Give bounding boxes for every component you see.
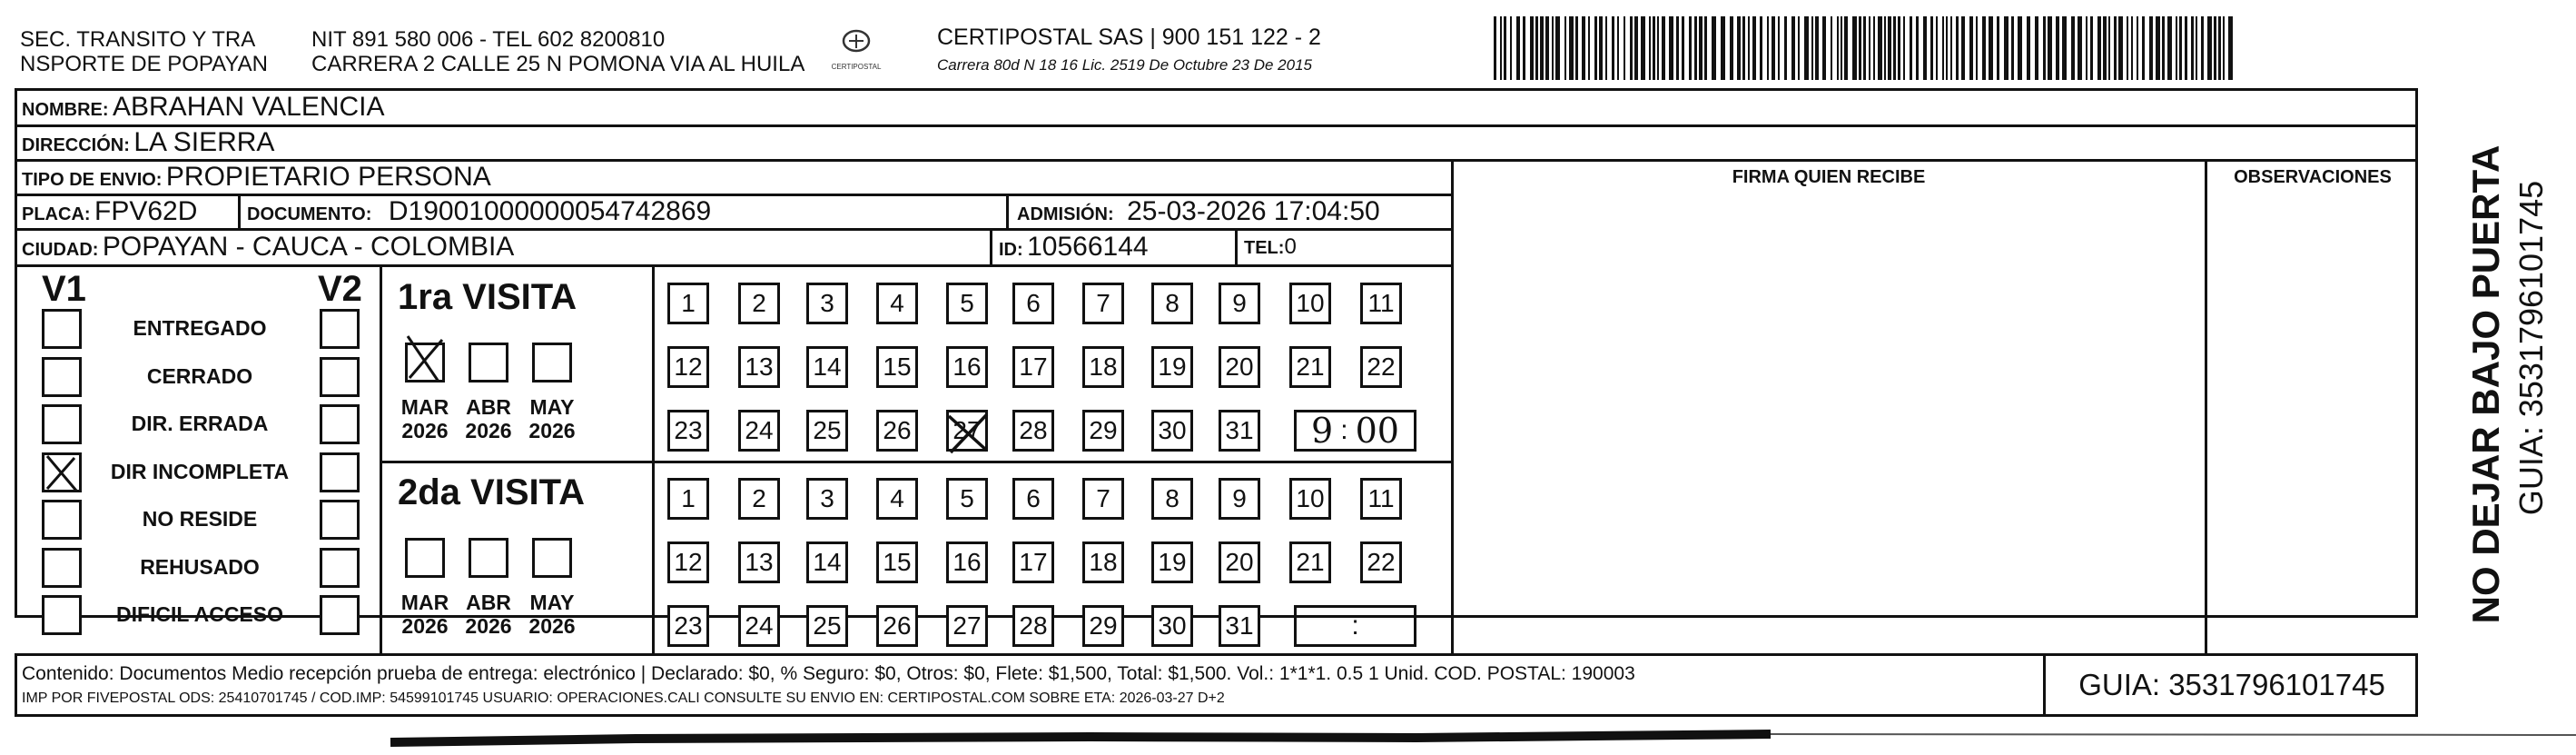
documento-value: D19001000000054742869: [388, 196, 712, 226]
first-visit-day-2[interactable]: 2: [738, 283, 780, 324]
ciudad-value: POPAYAN - CAUCA - COLOMBIA: [102, 232, 515, 262]
second-visit-day-15[interactable]: 15: [876, 541, 918, 583]
direccion-row: [22, 126, 274, 164]
certipostal-logo: [817, 25, 895, 76]
second-visit-day-21[interactable]: 21: [1289, 541, 1331, 583]
status-label-rehusado: REHUSADO: [140, 554, 260, 579]
status-label-dir-incompleta: DIR INCOMPLETA: [110, 459, 290, 483]
first-visit-day-1[interactable]: 1: [667, 283, 709, 324]
v2-checkbox-rehusado[interactable]: [320, 548, 360, 588]
first-visit-day-26[interactable]: 26: [876, 410, 918, 452]
side-guia-number: GUIA: 3531796101745: [2512, 180, 2550, 516]
first-visit-day-7[interactable]: 7: [1082, 283, 1124, 324]
v2-checkbox-dificil-acceso[interactable]: [320, 595, 360, 635]
v1-checkbox-dir-errada[interactable]: [42, 404, 82, 444]
month-name: MAR: [400, 591, 449, 614]
id-row: [999, 231, 1149, 268]
first-visit-day-12[interactable]: 12: [667, 346, 709, 388]
first-visit-day-14[interactable]: 14: [806, 346, 848, 388]
nombre-row: [22, 91, 385, 128]
first-visit-day-11[interactable]: 11: [1360, 283, 1402, 324]
first-visit-month-abr-checkbox[interactable]: [469, 343, 508, 382]
ciudad-label: CIUDAD:: [22, 240, 99, 260]
second-visit-day-3[interactable]: 3: [806, 478, 848, 520]
second-visit-day-16[interactable]: 16: [946, 541, 988, 583]
org-address: CARRERA 2 CALLE 25 N POMONA VIA AL HUILA: [311, 52, 805, 76]
visit-time-hour: 9: [1311, 411, 1334, 451]
tipo-envio-label: TIPO DE ENVIO:: [22, 170, 163, 190]
second-visit-day-25[interactable]: 25: [806, 605, 848, 647]
first-visit-day-24[interactable]: 24: [738, 410, 780, 452]
status-label-no-reside: NO RESIDE: [142, 507, 258, 531]
status-label-dificil-acceso: DIFICIL ACCESO: [115, 602, 283, 626]
first-visit-day-19[interactable]: 19: [1151, 346, 1193, 388]
tel-label: TEL:: [1244, 238, 1285, 258]
nombre-value: ABRAHAN VALENCIA: [113, 92, 385, 122]
second-visit-month-may-checkbox[interactable]: [532, 538, 572, 578]
first-visit-day-21[interactable]: 21: [1289, 346, 1331, 388]
status-label-cerrado: CERRADO: [146, 363, 253, 388]
month-name: MAY: [529, 591, 575, 614]
first-visit-day-31[interactable]: 31: [1219, 410, 1260, 452]
content-description: Contenido: Documentos Medio recepción prueba de entrega: electrónico | Declarado: $0, % Seguro: $0, Otros: $0, Flete: $1,500, Total: $1,500. Vol.: 1*1*1. 0.5 1 Unid. COD. POSTAL: 190003: [22, 663, 1635, 684]
placa-value: FPV62D: [94, 196, 198, 226]
second-visit-day-14[interactable]: 14: [806, 541, 848, 583]
v2-checkbox-cerrado[interactable]: [320, 357, 360, 397]
id-label: ID:: [999, 240, 1023, 260]
v2-checkbox-dir-errada[interactable]: [320, 404, 360, 444]
first-visit-month-may-checkbox[interactable]: [532, 343, 572, 382]
v1-checkbox-dificil-acceso[interactable]: [42, 595, 82, 635]
placa-row: [22, 195, 197, 233]
second-visit-day-31[interactable]: 31: [1219, 605, 1260, 647]
v1-checkbox-rehusado[interactable]: [42, 548, 82, 588]
nombre-label: NOMBRE:: [22, 100, 109, 120]
status-label-dir-errada: DIR. ERRADA: [131, 412, 269, 435]
tel-value: 0: [1284, 234, 1297, 259]
admision-value: 25-03-2026 17:04:50: [1127, 196, 1380, 226]
org-name-line2: NSPORTE DE POPAYAN: [20, 52, 268, 76]
admision-row: [1017, 195, 1380, 233]
second-visit-time-box[interactable]: [1294, 605, 1416, 647]
second-visit-day-2[interactable]: 2: [738, 478, 780, 520]
scan-bottom-edge: [0, 724, 2576, 750]
first-visit-day-4[interactable]: 4: [876, 283, 918, 324]
org-name-line1: SEC. TRANSITO Y TRA: [20, 27, 256, 52]
first-visit-month-label-may: [520, 395, 584, 442]
company-address: Carrera 80d N 18 16 Lic. 2519 De Octubre 23 De 2015: [937, 56, 1312, 74]
second-visit-month-mar-checkbox[interactable]: [405, 538, 445, 578]
second-visit-day-20[interactable]: 20: [1219, 541, 1260, 583]
direccion-value: LA SIERRA: [133, 127, 275, 157]
first-visit-day-25[interactable]: 25: [806, 410, 848, 452]
nit-phone: NIT 891 580 006 - TEL 602 8200810: [311, 27, 666, 52]
v2-checkbox-entregado[interactable]: [320, 309, 360, 349]
v2-label: V2: [318, 269, 362, 309]
first-visit-day-29[interactable]: 29: [1082, 410, 1124, 452]
visit-time-separator: :: [1351, 611, 1359, 641]
placa-label: PLACA:: [22, 204, 91, 224]
first-visit-day-30[interactable]: 30: [1151, 410, 1193, 452]
first-visit-day-18[interactable]: 18: [1082, 346, 1124, 388]
ciudad-row: [22, 231, 514, 268]
second-visit-day-17[interactable]: 17: [1012, 541, 1054, 583]
v1-label: V1: [42, 269, 86, 309]
v2-checkbox-no-reside[interactable]: [320, 500, 360, 540]
first-visit-day-22[interactable]: 22: [1360, 346, 1402, 388]
print-info: IMP POR FIVEPOSTAL ODS: 25410701745 / COD.IMP: 54599101745 USUARIO: OPERACIONES.CALI CONSULTE SU ENVIO EN: CERTIPOSTAL.COM SOBRE ETA: 2026-03-27 D+2: [22, 690, 1225, 706]
second-visit-day-9[interactable]: 9: [1219, 478, 1260, 520]
month-year: 2026: [528, 419, 576, 442]
second-visit-day-8[interactable]: 8: [1151, 478, 1193, 520]
admision-label: ADMISIÓN:: [1017, 204, 1114, 224]
first-visit-day-9[interactable]: 9: [1219, 283, 1260, 324]
observaciones-label: OBSERVACIONES: [2234, 167, 2392, 187]
month-year: 2026: [528, 614, 576, 638]
second-visit-day-11[interactable]: 11: [1360, 478, 1402, 520]
first-visit-month-mar-checkbox[interactable]: [405, 343, 445, 382]
visit-time-separator: :: [1340, 415, 1348, 445]
first-visit-time-box[interactable]: [1294, 410, 1416, 452]
second-visit-day-28[interactable]: 28: [1012, 605, 1054, 647]
documento-label: DOCUMENTO:: [247, 204, 372, 224]
v1-checkbox-entregado[interactable]: [42, 309, 82, 349]
first-visit-month-label-mar: [393, 395, 457, 442]
second-visit-month-abr-checkbox[interactable]: [469, 538, 508, 578]
second-visit-day-4[interactable]: 4: [876, 478, 918, 520]
v1-checkbox-no-reside[interactable]: [42, 500, 82, 540]
firma-label: FIRMA QUIEN RECIBE: [1732, 167, 1926, 187]
second-visit-day-19[interactable]: 19: [1151, 541, 1193, 583]
tipo-envio-row: [22, 161, 491, 198]
id-value: 10566144: [1027, 232, 1149, 262]
month-name: ABR: [466, 395, 511, 419]
first-visit-month-label-abr: [457, 395, 520, 442]
visit-time-minutes: 00: [1355, 411, 1399, 451]
svg-text:CERTIPOSTAL: CERTIPOSTAL: [831, 63, 882, 71]
month-year: 2026: [465, 419, 512, 442]
barcode: [1494, 16, 2234, 80]
v2-checkbox-dir-incompleta[interactable]: [320, 452, 360, 492]
second-visit-day-26[interactable]: 26: [876, 605, 918, 647]
status-label-entregado: ENTREGADO: [133, 316, 267, 340]
second-visit-day-1[interactable]: 1: [667, 478, 709, 520]
first-visit-day-6[interactable]: 6: [1012, 283, 1054, 324]
first-visit-title: 1ra VISITA: [398, 277, 577, 317]
second-visit-day-7[interactable]: 7: [1082, 478, 1124, 520]
second-visit-day-23[interactable]: 23: [667, 605, 709, 647]
first-visit-day-13[interactable]: 13: [738, 346, 780, 388]
first-visit-day-10[interactable]: 10: [1289, 283, 1331, 324]
second-visit-day-10[interactable]: 10: [1289, 478, 1331, 520]
second-visit-day-13[interactable]: 13: [738, 541, 780, 583]
v1-checkbox-dir-incompleta[interactable]: [42, 452, 82, 492]
tipo-envio-value: PROPIETARIO PERSONA: [165, 162, 491, 192]
second-visit-day-30[interactable]: 30: [1151, 605, 1193, 647]
first-visit-day-8[interactable]: 8: [1151, 283, 1193, 324]
no-dejar-bajo-puerta: NO DEJAR BAJO PUERTA: [2464, 144, 2507, 624]
second-visit-day-6[interactable]: 6: [1012, 478, 1054, 520]
second-visit-day-5[interactable]: 5: [946, 478, 988, 520]
second-visit-month-label-abr: [457, 591, 520, 638]
company-name: CERTIPOSTAL SAS | 900 151 122 - 2: [937, 25, 1321, 50]
second-visit-day-18[interactable]: 18: [1082, 541, 1124, 583]
first-visit-day-28[interactable]: 28: [1012, 410, 1054, 452]
month-year: 2026: [465, 614, 512, 638]
first-visit-day-3[interactable]: 3: [806, 283, 848, 324]
first-visit-day-17[interactable]: 17: [1012, 346, 1054, 388]
second-visit-day-12[interactable]: 12: [667, 541, 709, 583]
first-visit-day-15[interactable]: 15: [876, 346, 918, 388]
month-year: 2026: [401, 614, 449, 638]
first-visit-day-27[interactable]: 27: [946, 410, 988, 452]
second-visit-month-label-mar: [393, 591, 457, 638]
month-name: ABR: [466, 591, 511, 614]
second-visit-day-24[interactable]: 24: [738, 605, 780, 647]
month-year: 2026: [401, 419, 449, 442]
first-visit-day-23[interactable]: 23: [667, 410, 709, 452]
tel-row: [1244, 231, 1297, 266]
second-visit-day-22[interactable]: 22: [1360, 541, 1402, 583]
direccion-label: DIRECCIÓN:: [22, 135, 130, 155]
second-visit-day-27[interactable]: 27: [946, 605, 988, 647]
second-visit-day-29[interactable]: 29: [1082, 605, 1124, 647]
v1-checkbox-cerrado[interactable]: [42, 357, 82, 397]
second-visit-title: 2da VISITA: [398, 472, 585, 512]
month-name: MAY: [529, 395, 575, 419]
month-name: MAR: [400, 395, 449, 419]
first-visit-day-5[interactable]: 5: [946, 283, 988, 324]
guia-number-box: GUIA: 3531796101745: [2078, 668, 2385, 701]
documento-row: [247, 195, 711, 233]
first-visit-day-16[interactable]: 16: [946, 346, 988, 388]
second-visit-month-label-may: [520, 591, 584, 638]
first-visit-day-20[interactable]: 20: [1219, 346, 1260, 388]
